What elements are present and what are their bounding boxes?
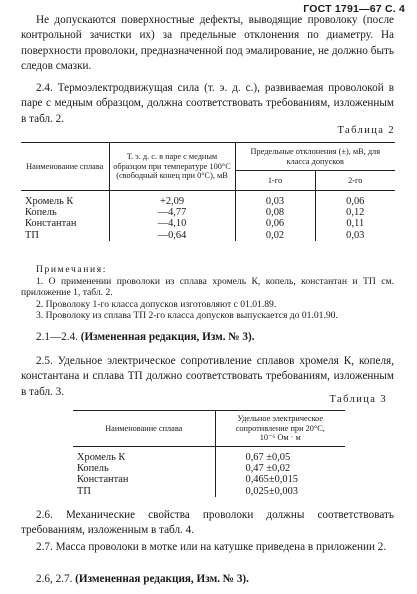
paragraph-2-4: 2.4. Термоэлектродвижущая сила (т. э. д. с.), развиваемая проволокой в паре с медным образцом, должна соответствовать требованиям, изложенным в табл. 2. xyxy=(21,82,394,125)
class2-value: 0,11 xyxy=(315,218,395,229)
resistivity-label: Удельное электрическое сопротивление при 20°С, xyxy=(235,414,325,433)
paragraph-surface-defects: Не допускаются поверхностные дефекты, выводящие проволоку (после контрольной зачистки их) за предельные отклонения по диаметру. На поверхности проволоки, предназначенной под эмалирование, не должно быть следов смазки. xyxy=(21,14,394,73)
alloy-name: Хромель К xyxy=(25,195,74,207)
amendment-text: 2.1—2.4. (Измененная редакция, Изм. № 3). xyxy=(36,331,255,343)
emf-value: +2,09 xyxy=(109,196,235,207)
notes-title: Примечания: xyxy=(36,264,107,275)
class1-value: 0,08 xyxy=(235,207,315,218)
emf-value: —4,10 xyxy=(109,218,235,229)
table-row xyxy=(21,230,395,241)
class2-value: 0,03 xyxy=(315,230,395,241)
note-1: 1. О применении проволоки из сплава хромель К, копель, константан и ТП см. приложение 1, табл. 2. xyxy=(21,275,394,299)
table2-caption: Таблица 2 xyxy=(337,125,395,136)
table-row xyxy=(73,486,345,497)
alloy-name: Копель xyxy=(77,462,109,474)
amendment-note: (Измененная редакция, Изм. № 3). xyxy=(75,573,249,585)
table-row xyxy=(73,474,345,485)
note-2: 2. Проволоку 1-го класса допусков изготовляют с 01.01.89. xyxy=(36,298,277,310)
table2-header-class2: 2-го xyxy=(315,171,395,191)
paragraph-2-1-2-4-amendment xyxy=(21,330,394,345)
alloy-name: Константан xyxy=(25,218,77,230)
class1-value: 0,03 xyxy=(235,196,315,207)
resistivity-unit: 10⁻⁶ Ом · м xyxy=(259,433,301,443)
class2-value: 0,06 xyxy=(315,196,395,207)
table-row xyxy=(21,218,395,229)
resistivity-value: 0,025±0,003 xyxy=(215,486,345,497)
table2-header-emf: Т. э. д. с. в паре с медным образцом при температуре 100°С (свободный конец при 0°С), мВ xyxy=(109,143,235,191)
note-3: 3. Проволоку из сплава ТП 2-го класса допусков выпускается до 01.01.90. xyxy=(36,310,338,322)
table-2 xyxy=(21,142,395,241)
class2-value: 0,12 xyxy=(315,207,395,218)
table2-header-deviation: Предельные отклонения (±), мВ, для класса допусков xyxy=(235,143,395,171)
alloy-name: Копель xyxy=(25,206,57,218)
table-row xyxy=(21,207,395,218)
resistivity-value: 0,67 ±0,05 xyxy=(215,452,345,463)
table-3 xyxy=(73,410,345,497)
emf-value: —0,64 xyxy=(109,230,235,241)
alloy-name: ТП xyxy=(77,485,91,497)
alloy-name: Хромель К xyxy=(77,451,126,463)
alloy-name: Константан xyxy=(77,474,129,486)
emf-value: —4,77 xyxy=(109,207,235,218)
paragraph-2-6: 2.6. Механические свойства проволоки должны соответствовать требованиям, изложенным в табл. 4. xyxy=(21,509,394,537)
table3-caption: Таблица 3 xyxy=(329,394,387,405)
resistivity-value: 0,465±0,015 xyxy=(215,474,345,485)
paragraph-2-6-2-7-amendment: 2.6, 2.7. (Измененная редакция, Изм. № 3). xyxy=(36,573,249,585)
table3-header-resistivity xyxy=(215,411,345,447)
class1-value: 0,02 xyxy=(235,230,315,241)
table2-notes xyxy=(21,264,394,322)
page-header: ГОСТ 1791—67 С. 4 xyxy=(303,3,405,15)
amendment-note: (Измененная редакция, Изм. № 3). xyxy=(80,331,255,343)
table2-header-name: Наименование сплава xyxy=(21,143,109,191)
table2-header-class1: 1-го xyxy=(235,171,315,191)
paragraph-2-5: 2.5. Удельное электрическое сопротивление сплавов хромеля К, копеля, константана и сплава ТП должно соответствовать требованиям, изложенным в табл. 3. xyxy=(21,355,394,398)
resistivity-value: 0,47 ±0,02 xyxy=(215,463,345,474)
class1-value: 0,06 xyxy=(235,218,315,229)
table3-header-name: Наименование сплава xyxy=(73,411,215,447)
alloy-name: ТП xyxy=(25,229,39,241)
table-row xyxy=(21,196,395,207)
paragraph-2-7: 2.7. Масса проволоки в мотке или на катушке приведена в приложении 2. xyxy=(36,541,387,553)
table-row xyxy=(73,463,345,474)
table-row xyxy=(73,452,345,463)
